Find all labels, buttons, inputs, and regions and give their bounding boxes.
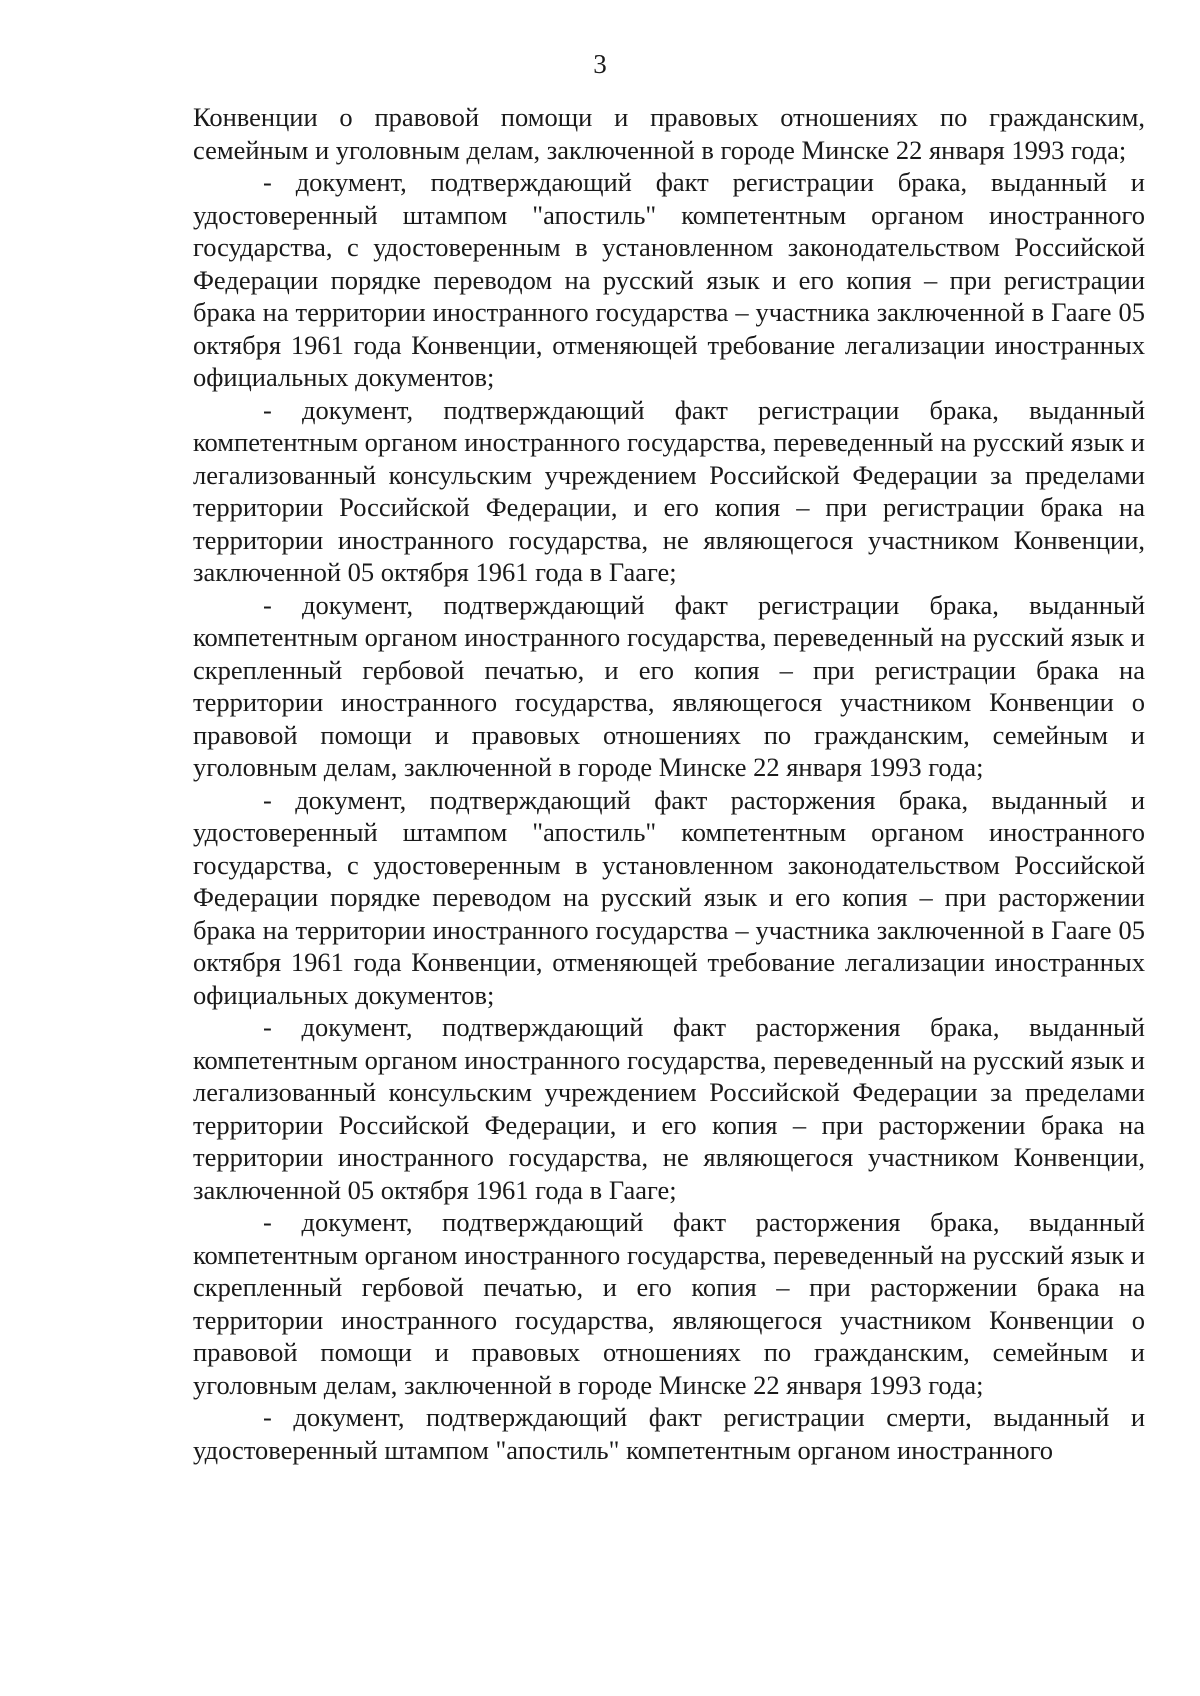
paragraph-4: - документ, подтверждающий факт регистрации брака, выданный компетентным органом иностранного государства, переведенный на русский язык и скрепленный гербовой печатью, и его копия – при регистрации брака на территории иностранного государства, являющегося участником Конвенции о правовой помощи и правовых отношениях по гражданским, семейным и уголовным делам, заключенной в городе Минске 22 января 1993 года;: [193, 589, 1145, 782]
paragraph-1: Конвенции о правовой помощи и правовых отношениях по гражданским, семейным и уголовным делам, заключенной в городе Минске 22 января 1993 года;: [193, 102, 1145, 165]
page-number: 3: [593, 49, 607, 79]
paragraph-5: - документ, подтверждающий факт расторжения брака, выданный и удостоверенный штампом "апостиль" компетентным органом иностранного государства, с удостоверенным в установленном законодательством Российской Федерации порядке переводом на русский язык и его копия – при расторжении брака на территории иностранного государства – участника заключенной в Гааге 05 октября 1961 года Конвенции, отменяющей требование легализации иностранных официальных документов;: [193, 784, 1145, 1010]
paragraph-6: - документ, подтверждающий факт расторжения брака, выданный компетентным органом иностранного государства, переведенный на русский язык и легализованный консульским учреждением Российской Федерации за пределами территории Российской Федерации, и его копия – при расторжении брака на территории иностранного государства, не являющегося участником Конвенции, заключенной 05 октября 1961 года в Гааге;: [193, 1012, 1145, 1205]
paragraph-3: - документ, подтверждающий факт регистрации брака, выданный компетентным органом иностранного государства, переведенный на русский язык и легализованный консульским учреждением Российской Федерации за пределами территории Российской Федерации, и его копия – при регистрации брака на территории иностранного государства, не являющегося участником Конвенции, заключенной 05 октября 1961 года в Гааге;: [193, 394, 1145, 587]
document-body: [193, 101, 1145, 1466]
paragraph-8: - документ, подтверждающий факт регистрации смерти, выданный и удостоверенный штампом "апостиль" компетентным органом иностранного: [193, 1402, 1145, 1465]
paragraph-7: - документ, подтверждающий факт расторжения брака, выданный компетентным органом иностранного государства, переведенный на русский язык и скрепленный гербовой печатью, и его копия – при расторжении брака на территории иностранного государства, являющегося участником Конвенции о правовой помощи и правовых отношениях по гражданским, семейным и уголовным делам, заключенной в городе Минске 22 января 1993 года;: [193, 1207, 1145, 1400]
paragraph-2: - документ, подтверждающий факт регистрации брака, выданный и удостоверенный штампом "апостиль" компетентным органом иностранного государства, с удостоверенным в установленном законодательством Российской Федерации порядке переводом на русский язык и его копия – при регистрации брака на территории иностранного государства – участника заключенной в Гааге 05 октября 1961 года Конвенции, отменяющей требование легализации иностранных официальных документов;: [193, 167, 1145, 392]
